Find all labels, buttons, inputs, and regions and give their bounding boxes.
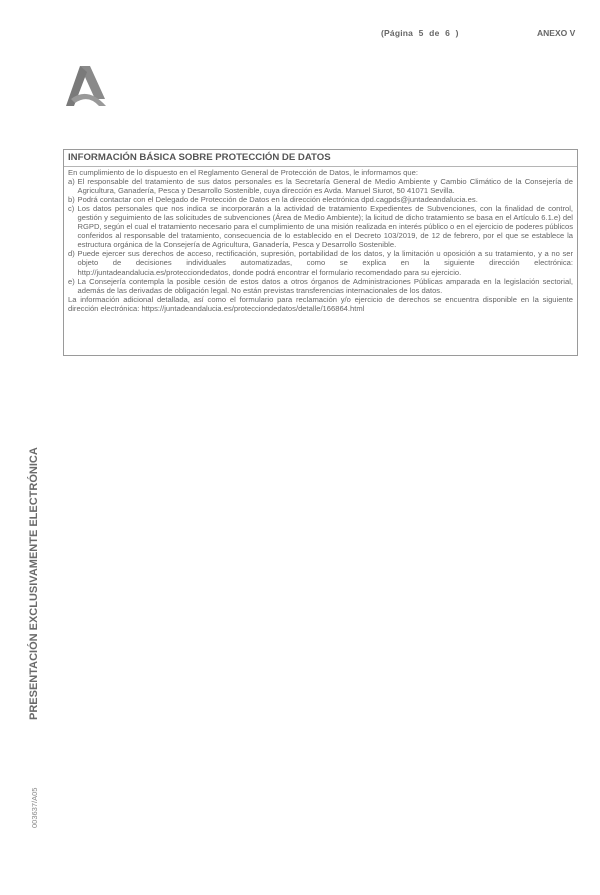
box-body	[64, 167, 577, 313]
item-text: Podrá contactar con el Delegado de Protección de Datos en la dirección electrónica dpd.cagpds@juntadeandalucia.es.	[77, 195, 478, 205]
page-of-label: de	[429, 28, 440, 38]
item-letter: d)	[68, 249, 75, 259]
list-item	[68, 177, 573, 195]
electronic-submission-label: PRESENTACIÓN EXCLUSIVAMENTE ELECTRÓNICA	[28, 447, 40, 720]
info-list	[68, 177, 573, 295]
item-letter: b)	[68, 195, 75, 205]
page-total: 6	[445, 28, 450, 38]
item-text: El responsable del tratamiento de sus datos personales es la Secretaría General de Medio Ambiente y Cambio Climático de la Consejería de Agricultura, Ganadería, Pesca y Desarrollo Sostenible, cuya dirección es Avda. Manuel Siurot, 50 41071 Sevilla.	[77, 177, 573, 196]
item-text: Puede ejercer sus derechos de acceso, rectificación, supresión, portabilidad de los datos, y la limitación u oposición a su tratamiento, y a no ser objeto de decisiones individuales automatizadas, como se explica en la siguiente dirección electrónica: http://juntadeandalucia.es/protecciondedatos, donde podrá encontrar el formulario recomendado para su ejercicio.	[77, 249, 573, 277]
item-text: Los datos personales que nos indica se incorporarán a la actividad de tratamiento Expedientes de Subvenciones, con la finalidad de control, gestión y seguimiento de las solicitudes de subvenciones (Área de Medio Ambiente); la licitud de dicho tratamiento se basa en el Artículo 6.1.e) del RGPD, según el cual el tratamiento necesario para el cumplimiento de una misión realizada en interés público o en el ejercicio de poderes públicos conferidos al responsable del tratamiento, consecuencia de lo establecido en el Decreto 103/2019, de 12 de febrero, por el que se establece la estructura orgánica de la Consejería de Agricultura, Ganadería, Pesca y Desarrollo Sostenible.	[77, 204, 573, 250]
item-letter: c)	[68, 204, 75, 214]
page-header	[0, 28, 600, 42]
box-title: INFORMACIÓN BÁSICA SOBRE PROTECCIÓN DE DATOS	[64, 150, 577, 167]
form-code: 003637/A05	[30, 787, 39, 828]
list-item	[68, 249, 573, 276]
annex-label: ANEXO V	[537, 28, 576, 38]
additional-info-text: La información adicional detallada, así como el formulario para reclamación y/o ejercicio de derechos se encuentra disponible en la siguiente dirección electrónica: https://juntadeandalucia.es/protecciondedatos/detalle/166864.html	[68, 294, 573, 313]
page-close-label: )	[455, 28, 459, 38]
item-letter: a)	[68, 177, 75, 187]
junta-andalucia-logo-icon	[66, 66, 108, 106]
list-item	[68, 277, 573, 295]
page-current: 5	[418, 28, 424, 38]
list-item	[68, 204, 573, 249]
item-text: La Consejería contempla la posible cesión de estos datos a otros órganos de Administraciones Públicas amparada en la legislación sectorial, además de las derivadas de obligación legal. No están previstas transferencias internacionales de los datos.	[77, 276, 573, 295]
list-item	[68, 195, 573, 204]
item-letter: e)	[68, 276, 75, 286]
page-open-label: (Página	[381, 28, 414, 38]
data-protection-box	[63, 149, 578, 356]
intro-text: En cumplimiento de lo dispuesto en el Reglamento General de Protección de Datos, le informamos que:	[68, 168, 418, 177]
page-number	[381, 28, 462, 38]
